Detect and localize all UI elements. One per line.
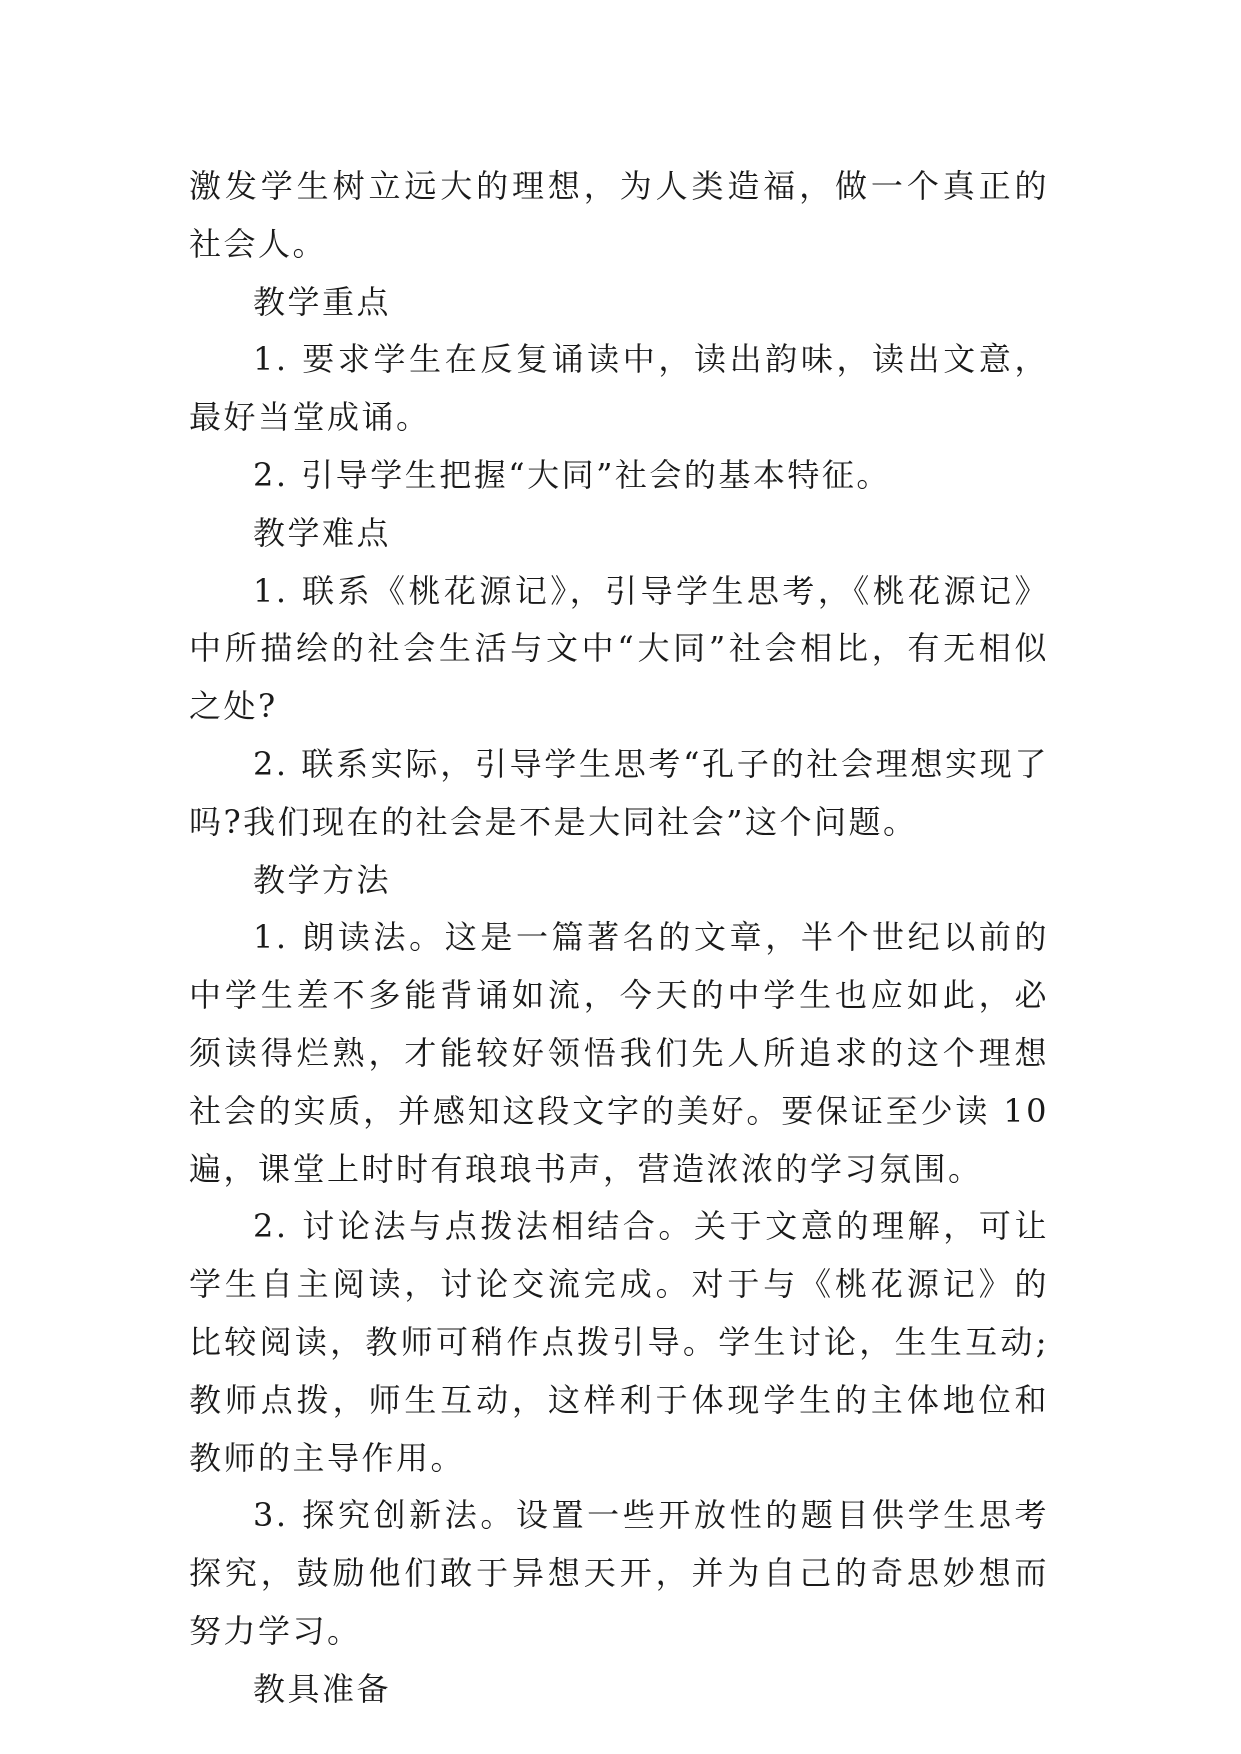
document-body [189,158,1049,1719]
paragraph-key-point-2: 2. 引导学生把握“大同”社会的基本特征。 [253,455,891,494]
paragraph-intro-tail: 激发学生树立远大的理想，为人类造福，做一个真正的社会人。 [189,167,1049,263]
heading-methods: 教学方法 [253,860,392,899]
paragraph-method-3: 3. 探究创新法。设置一些开放性的题目供学生思考探究，鼓励他们敢于异想天开，并为自己的奇思妙想而努力学习。 [189,1496,1049,1650]
heading-key-points: 教学重点 [253,282,392,321]
heading-difficulties: 教学难点 [253,513,392,552]
heading-tools: 教具准备 [253,1669,392,1708]
paragraph-key-point-1: 1. 要求学生在反复诵读中，读出韵味，读出文意，最好当堂成诵。 [189,340,1049,437]
paragraph-method-2: 2. 讨论法与点拨法相结合。关于文意的理解，可让学生自主阅读，讨论交流完成。对于与《桃花源记》的比较阅读，教师可稍作点拨引导。学生讨论，生生互动;教师点拨，师生互动，这样利于体现学生的主体地位和教师的主导作用。 [189,1207,1049,1477]
paragraph-difficulty-2: 2. 联系实际，引导学生思考“孔子的社会理想实现了吗?我们现在的社会是不是大同社会”这个问题。 [189,744,1049,841]
paragraph-method-1: 1. 朗读法。这是一篇著名的文章，半个世纪以前的中学生差不多能背诵如流，今天的中学生也应如此，必须读得烂熟，才能较好领悟我们先人所追求的这个理想社会的实质，并感知这段文字的美好。要保证至少读 10 遍，课堂上时时有琅琅书声，营造浓浓的学习氛围。 [189,918,1049,1188]
paragraph-difficulty-1: 1. 联系《桃花源记》，引导学生思考，《桃花源记》中所描绘的社会生活与文中“大同”社会相比，有无相似之处? [189,571,1049,726]
